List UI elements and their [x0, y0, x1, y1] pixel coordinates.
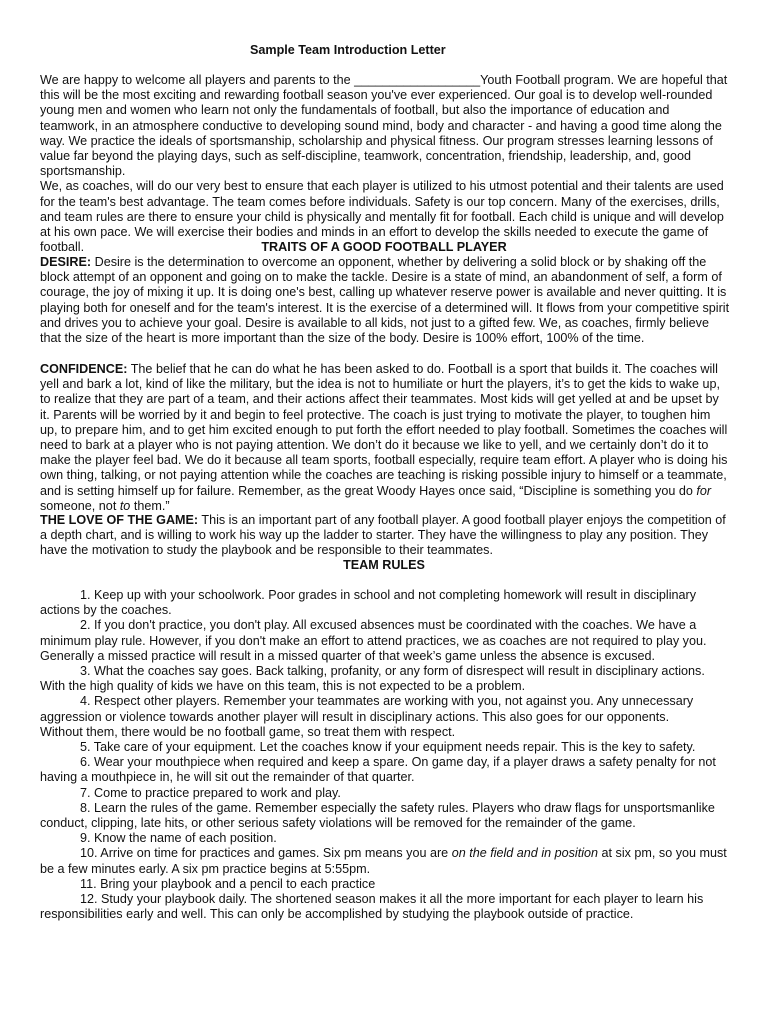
- traits-heading: TRAITS OF A GOOD FOOTBALL PLAYER: [261, 240, 507, 254]
- love-text: This is an important part of any football player. A good football player enjoys the competition of a depth chart, and is willing to work his way up the ladder to starter. They have the willingness to play any position. They have the motivation to study the playbook and be responsible to their teammates.: [40, 513, 726, 558]
- confidence-text-mid: someone, not: [40, 498, 120, 513]
- rule-4-continued: Without them, there would be no football game, so treat them with respect.: [40, 724, 456, 739]
- rule-4: 4. Respect other players. Remember your teammates are working with you, not against you. Any unnecessary aggression or violence towards another player will result in disciplinary actions. This also goes for our opponents.: [40, 694, 694, 724]
- intro-section: [40, 73, 730, 255]
- rule-2: 2. If you don't practice, you don't play. All excused absences must be coordinated with the coaches. We have a minimum play rule. However, if you don't make an effort to attend practices, we as coaches are not required to play you.: [40, 618, 707, 648]
- confidence-paragraph: [40, 362, 730, 514]
- rule-7: 7. Come to practice prepared to work and play.: [80, 785, 341, 800]
- rule-8: 8. Learn the rules of the game. Remember especially the safety rules. Players who draw flags for unsportsmanlike conduct, clipping, late hits, or other serious safety violations will be removed for the remainder of the game.: [40, 800, 715, 831]
- rule-11: 11. Bring your playbook and a pencil to each practice: [80, 876, 376, 891]
- intro-paragraph-2: We, as coaches, will do our very best to ensure that each player is utilized to his utmost potential and their talents are used for the team's best advantage. The team comes before individuals. Safety is our top concern. Many of the exercises, drills, and team rules are there to ensure your child is physically and mentally fit for football. Each child is unique and will develop at his own pace. We will exercise their bodies and minds in an effort to develop the skills needed to execute the game of football.: [40, 179, 724, 255]
- confidence-text: The belief that he can do what he has been asked to do. Football is a sport that builds it. The coaches will yell and bark a lot, kind of like the military, but the idea is not to humiliate or hurt the players, it’s to get the kids to wake up, to realize that they are part of a team, and their actions affect their teammates. Most kids will get yelled at and be upset by it. Parents will be worried by it and begin to feel protective. The coach is just trying to motivate the player, to toughen him up, to prepare him, and to get him excited enough to put forth the effort needed to play football. Sometimes the coaches will need to bark at a player who is not paying attention. We don’t do it because we like to yell, and we certainly don’t do it to make the player feel bad. We do it because all team sports, football especially, require team effort. A player who is doing his own thing, talking, or not paying attention while the coaches are teaching is risking possible injury to himself or a teammate, and is setting himself up for failure. Remember, as the great Woody Hayes once said, “Discipline is something you do: [40, 362, 728, 498]
- desire-section: [40, 255, 730, 346]
- team-rules-list: [40, 588, 730, 922]
- intro-paragraph-1: We are happy to welcome all players and parents to the __________________Youth Football program. We are hopeful that this will be the most exciting and rewarding football season you've ever experienced. Our goal is to develop well-rounded young men and women who learn not only the fundamentals of football, but also the importance of education and teamwork, in an atmosphere conductive to developing sound mind, body and character - and having a good time along the way. We practice the ideals of sportsmanship, scholarship and physical fitness. Our program stresses learning lessons of value far beyond the playing days, such as self-discipline, teamwork, concentration, friendship, leadership, and, good sportsmanship.: [40, 73, 728, 179]
- rule-5: 5. Take care of your equipment. Let the coaches know if your equipment needs repair. This is the key to safety.: [80, 740, 696, 755]
- document-title: Sample Team Introduction Letter: [250, 43, 446, 57]
- love-paragraph: [40, 513, 730, 559]
- rule-1: 1. Keep up with your schoolwork. Poor grades in school and not completing homework will result in disciplinary actions by the coaches.: [40, 588, 696, 618]
- rule-9: 9. Know the name of each position.: [80, 831, 277, 846]
- rule-3: 3. What the coaches say goes. Back talking, profanity, or any form of disrespect will result in disciplinary actions. With the high quality of kids we have on this team, this is not expected to be a problem.: [40, 664, 705, 694]
- love-section: [40, 513, 730, 559]
- desire-paragraph: [40, 255, 730, 346]
- confidence-emphasis-to: to: [119, 498, 131, 513]
- rule-2-continued: Generally a missed practice will result in a missed quarter of that week’s game unless the absence is excused.: [40, 648, 656, 663]
- confidence-text-end: them.”: [130, 498, 170, 513]
- desire-label: DESIRE:: [40, 255, 92, 269]
- love-label: THE LOVE OF THE GAME:: [40, 513, 199, 527]
- team-rules-heading: TEAM RULES: [343, 558, 425, 572]
- confidence-emphasis-for: for: [696, 483, 712, 498]
- confidence-section: [40, 362, 730, 514]
- desire-text: Desire is the determination to overcome an opponent, whether by delivering a solid block or by shaking off the block attempt of an opponent and going on to make the tackle. Desire is a state of mind, an abandonment of self, a form of courage, the joy of mixing it up. It is doing one's best, calling up whatever reserve power is available and never quitting. It is playing both for oneself and for the team's interest. It is the exercise of a determined will. It flows from your competitive spirit and drives you to achieve your goal. Desire is available to all kids, not just to a gifted few. We, as coaches, firmly believe that the size of the heart is more important than the size of the body. Desire is 100% effort, 100% of the time.: [40, 255, 730, 346]
- rule-10: 10. Arrive on time for practices and games. Six pm means you are on the field and in position at six pm, so you must be a few minutes early. A six pm practice begins at 5:55pm.: [40, 846, 727, 876]
- rule-12: 12. Study your playbook daily. The shortened season makes it all the more important for each player to learn his responsibilities early and well. This can only be accomplished by studying the playbook outside of practice.: [40, 892, 704, 922]
- rule-10-emphasis: on the field and in position: [451, 846, 599, 861]
- confidence-label: CONFIDENCE:: [40, 362, 128, 376]
- rule-6: 6. Wear your mouthpiece when required and keep a spare. On game day, if a player draws a safety penalty for not having a mouthpiece in, he will sit out the remainder of that quarter.: [40, 755, 716, 785]
